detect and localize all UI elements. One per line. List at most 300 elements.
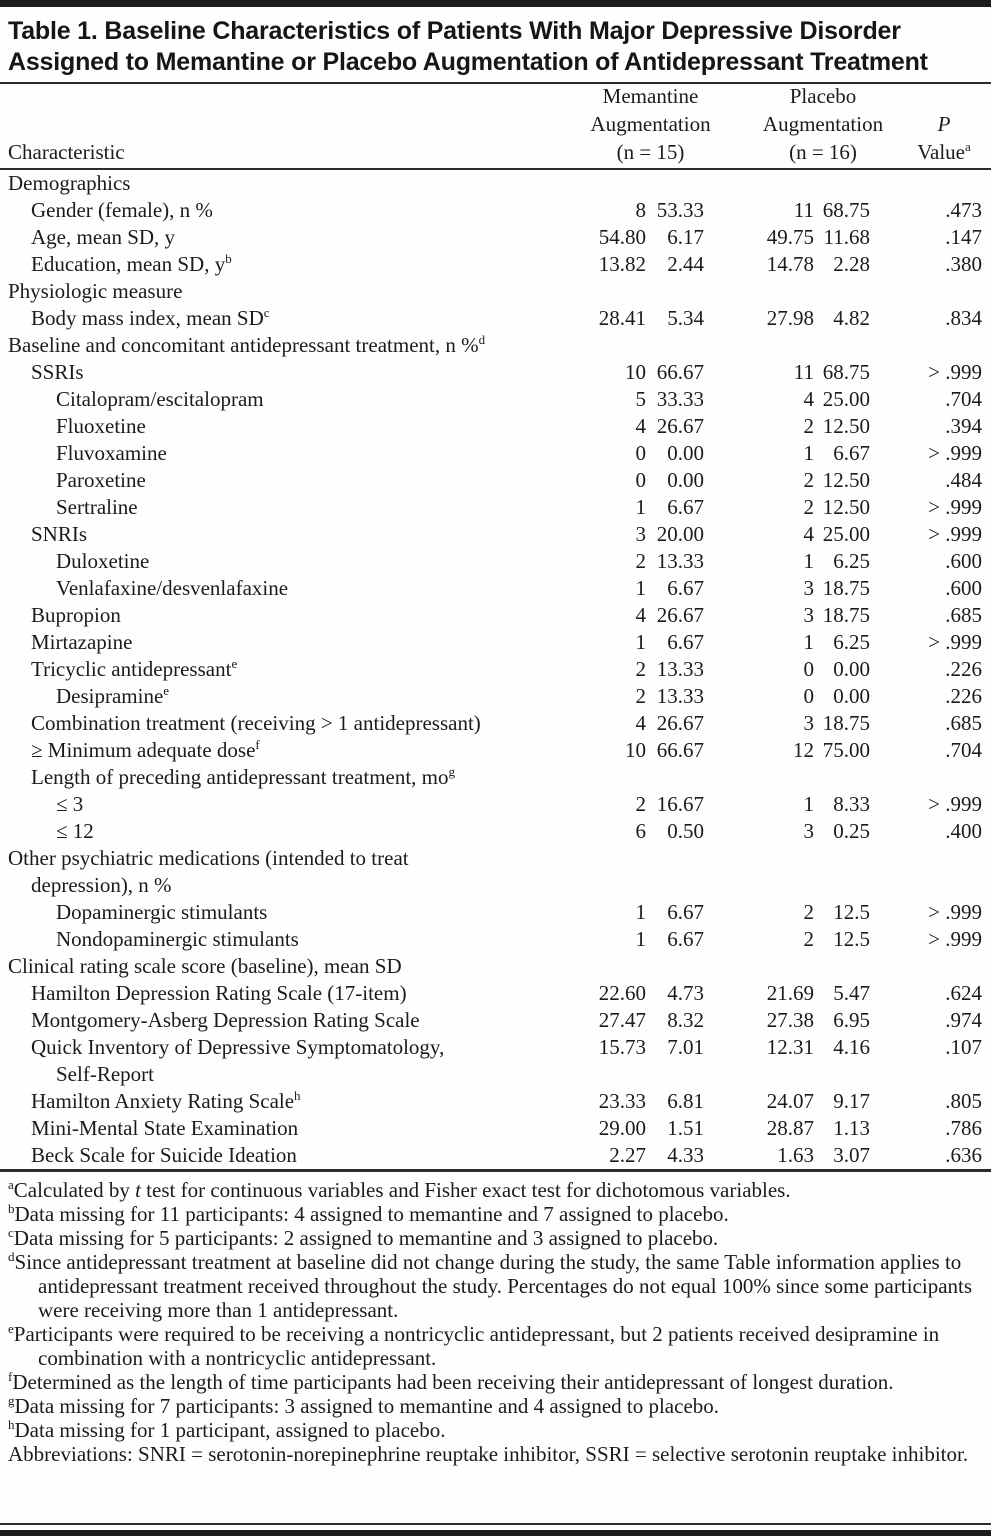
- value-cell: 26.67: [656, 711, 704, 735]
- value-cell: 20.00: [656, 522, 704, 546]
- value-cell: 6.67: [833, 441, 870, 465]
- value-cell: 18.75: [822, 603, 870, 627]
- table-row: [0, 494, 991, 521]
- value-cell: 3: [803, 576, 814, 600]
- header-line: (n = 16): [789, 140, 857, 164]
- value-cell: 2: [635, 792, 646, 816]
- value-cell: 27.98: [766, 306, 814, 330]
- footnote-marker: a: [965, 139, 971, 154]
- value-cell: 12: [793, 738, 814, 762]
- value-cell: 1: [803, 792, 814, 816]
- value-cell: 6.81: [667, 1089, 704, 1113]
- characteristic-cell: [0, 683, 558, 710]
- italic-text: t: [135, 1178, 141, 1202]
- value-cell: [870, 278, 991, 305]
- value-cell: 0: [803, 657, 814, 681]
- table-row: [0, 440, 991, 467]
- row-label: ≤ 3: [56, 792, 84, 816]
- table-row: [0, 575, 991, 602]
- characteristic-cell: [0, 602, 558, 629]
- value-cell: [814, 332, 870, 359]
- row-label: Hamilton Anxiety Rating Scale$^h$: [31, 1088, 301, 1113]
- title-line-2: Assigned to Memantine or Placebo Augmentation of Antidepressant Treatment: [8, 48, 928, 76]
- value-cell: 21.69: [766, 981, 814, 1005]
- footnote-marker: f: [255, 737, 260, 752]
- value-cell: .704: [945, 738, 982, 762]
- value-cell: 6.67: [667, 900, 704, 924]
- value-cell: .400: [945, 819, 982, 843]
- footnote: $^e$Participants were required to be receiving a nontricyclic antidepressant, but 2 patients received desipramine in combination with a nontricyclic antidepressant.: [8, 1321, 940, 1370]
- characteristic-cell: [0, 359, 558, 386]
- value-cell: 4: [635, 414, 646, 438]
- value-cell: 26.67: [656, 414, 704, 438]
- table-row: [0, 170, 991, 197]
- value-cell: .600: [945, 549, 982, 573]
- table-row: [0, 1142, 991, 1169]
- table-row: [0, 629, 991, 656]
- characteristic-cell: [0, 1142, 558, 1169]
- value-cell: 0.00: [833, 657, 870, 681]
- value-cell: 54.80: [598, 225, 646, 249]
- footnote-marker: a: [8, 1177, 14, 1192]
- value-cell: [646, 332, 704, 359]
- table-row: [0, 818, 991, 845]
- value-cell: 1: [635, 630, 646, 654]
- footnote-marker: f: [8, 1369, 13, 1384]
- table-row: [0, 548, 991, 575]
- table-row: [0, 980, 991, 1007]
- value-cell: 6.25: [833, 549, 870, 573]
- value-cell: 2.27: [609, 1143, 646, 1167]
- table-row: [0, 251, 991, 278]
- table-row: [0, 845, 991, 899]
- characteristic-cell: [0, 764, 558, 791]
- header-line: (n = 15): [616, 140, 685, 164]
- value-cell: 18.75: [822, 711, 870, 735]
- value-cell: 13.33: [656, 684, 704, 708]
- row-label: Beck Scale for Suicide Ideation: [31, 1143, 297, 1167]
- value-cell: 2: [803, 927, 814, 951]
- value-cell: .704: [945, 387, 982, 411]
- value-cell: 3: [803, 711, 814, 735]
- col-header-characteristic: Characteristic: [8, 140, 125, 164]
- value-cell: 22.60: [598, 981, 646, 1005]
- value-cell: 3: [803, 819, 814, 843]
- value-cell: 33.33: [656, 387, 704, 411]
- col-header-memantine: [563, 82, 738, 166]
- row-label-wrap: Self-Report: [56, 1062, 154, 1086]
- baseline-characteristics-table: [0, 170, 991, 1169]
- value-cell: 11: [793, 360, 814, 384]
- header-line: Augmentation: [590, 112, 711, 136]
- characteristic-cell: [0, 386, 558, 413]
- footnote-marker: g: [448, 764, 456, 779]
- row-label: Gender (female), n %: [31, 198, 213, 222]
- value-cell: 6: [635, 819, 646, 843]
- value-cell: [646, 764, 704, 791]
- footnote: Abbreviations: SNRI = serotonin-norepinephrine reuptake inhibitor, SSRI = selective serotonin reuptake inhibitor.: [8, 1442, 969, 1466]
- value-cell: [558, 278, 646, 305]
- row-label: Physiologic measure: [8, 279, 183, 303]
- characteristic-cell: [0, 818, 558, 845]
- characteristic-cell: [0, 1007, 558, 1034]
- row-label: Age, mean SD, y: [31, 225, 176, 249]
- value-cell: [558, 332, 646, 359]
- characteristic-cell: [0, 1034, 558, 1088]
- value-cell: .226: [945, 684, 982, 708]
- row-label: Mirtazapine: [31, 630, 133, 654]
- value-cell: 10: [625, 360, 646, 384]
- table-body: [0, 170, 991, 1169]
- row-label: Quick Inventory of Depressive Symptomatology,: [31, 1035, 445, 1059]
- characteristic-cell: [0, 1088, 558, 1115]
- value-cell: [870, 170, 991, 197]
- value-cell: [558, 764, 646, 791]
- value-cell: 9.17: [833, 1089, 870, 1113]
- value-cell: 13.82: [598, 252, 646, 276]
- value-cell: 12.5: [833, 927, 870, 951]
- value-cell: 15.73: [598, 1035, 646, 1059]
- table-row: [0, 710, 991, 737]
- value-cell: 11.68: [823, 225, 870, 249]
- footnote-marker: c: [8, 1225, 14, 1240]
- value-cell: [646, 278, 704, 305]
- row-label: Paroxetine: [56, 468, 146, 492]
- table-row: [0, 683, 991, 710]
- value-cell: [814, 170, 870, 197]
- footnote-marker: g: [8, 1393, 15, 1408]
- value-cell: .226: [945, 657, 982, 681]
- title-line-1: Table 1. Baseline Characteristics of Patients With Major Depressive Disorder: [8, 17, 901, 45]
- footnote: $^a$Calculated by t test for continuous variables and Fisher exact test for dichotomous variables.: [8, 1177, 791, 1202]
- characteristic-cell: [0, 413, 558, 440]
- row-label: SSRIs: [31, 360, 84, 384]
- characteristic-cell: [0, 845, 558, 899]
- row-label: Other psychiatric medications (intended to treat: [8, 846, 409, 870]
- value-cell: > .999: [928, 792, 982, 816]
- value-cell: 4.16: [833, 1035, 870, 1059]
- table-row: [0, 521, 991, 548]
- value-cell: [558, 845, 646, 899]
- characteristic-cell: [0, 575, 558, 602]
- value-cell: .974: [945, 1008, 982, 1032]
- value-cell: 7.01: [667, 1035, 704, 1059]
- characteristic-cell: [0, 251, 558, 278]
- row-label: Hamilton Depression Rating Scale (17-item): [31, 981, 407, 1005]
- row-label: Venlafaxine/desvenlafaxine: [56, 576, 289, 600]
- value-cell: 18.75: [822, 576, 870, 600]
- table-title: [0, 7, 991, 82]
- footnotes: [0, 1172, 991, 1466]
- value-cell: 6.25: [833, 630, 870, 654]
- table-row: [0, 467, 991, 494]
- footnote-marker: b: [225, 251, 232, 266]
- value-cell: 0.50: [667, 819, 704, 843]
- value-cell: 0.00: [833, 684, 870, 708]
- value-cell: 4.33: [667, 1143, 704, 1167]
- value-cell: 4: [635, 603, 646, 627]
- value-cell: 1: [635, 576, 646, 600]
- row-label-wrap: depression), n %: [31, 873, 172, 897]
- table-row: [0, 224, 991, 251]
- table-row: [0, 1034, 991, 1088]
- value-cell: 66.67: [656, 738, 704, 762]
- value-cell: 10: [625, 738, 646, 762]
- bottom-border-bar: [0, 1530, 991, 1536]
- value-cell: 27.38: [766, 1008, 814, 1032]
- header-line: Value$^a$: [917, 139, 971, 164]
- table-row: [0, 1007, 991, 1034]
- value-cell: 6.95: [833, 1008, 870, 1032]
- row-label: SNRIs: [31, 522, 88, 546]
- characteristic-cell: [0, 224, 558, 251]
- value-cell: 24.07: [766, 1089, 814, 1113]
- table-row: [0, 278, 991, 305]
- value-cell: > .999: [928, 441, 982, 465]
- value-cell: 6.67: [667, 495, 704, 519]
- value-cell: 6.67: [667, 927, 704, 951]
- footnote-marker: h: [8, 1417, 15, 1432]
- value-cell: 53.33: [656, 198, 704, 222]
- table-header: [0, 84, 991, 168]
- value-cell: 1: [803, 630, 814, 654]
- characteristic-cell: [0, 629, 558, 656]
- value-cell: [814, 764, 870, 791]
- value-cell: 75.00: [822, 738, 870, 762]
- characteristic-cell: [0, 440, 558, 467]
- table-row: [0, 926, 991, 953]
- value-cell: .380: [945, 252, 982, 276]
- value-cell: 13.33: [656, 549, 704, 573]
- value-cell: 29.00: [598, 1116, 646, 1140]
- value-cell: .147: [945, 225, 982, 249]
- value-cell: 2: [803, 468, 814, 492]
- value-cell: 8: [635, 198, 646, 222]
- value-cell: [646, 170, 704, 197]
- row-label: Desipramine$^e$: [56, 683, 170, 708]
- row-label: Body mass index, mean $SD^c$: [31, 305, 270, 330]
- value-cell: 4: [803, 387, 814, 411]
- value-cell: > .999: [928, 927, 982, 951]
- value-cell: 6.67: [667, 630, 704, 654]
- value-cell: .624: [945, 981, 982, 1005]
- row-label: Fluoxetine: [56, 414, 146, 438]
- value-cell: 12.5: [833, 900, 870, 924]
- value-cell: 12.50: [822, 414, 870, 438]
- value-cell: .600: [945, 576, 982, 600]
- value-cell: .685: [945, 711, 982, 735]
- table-row: [0, 413, 991, 440]
- table-row: [0, 737, 991, 764]
- value-cell: 2: [803, 495, 814, 519]
- value-cell: 28.41: [598, 306, 646, 330]
- row-label: ≤ 12: [56, 819, 94, 843]
- value-cell: 1: [635, 495, 646, 519]
- value-cell: 14.78: [766, 252, 814, 276]
- value-cell: 0.25: [833, 819, 870, 843]
- value-cell: .685: [945, 603, 982, 627]
- value-cell: 6.67: [667, 576, 704, 600]
- row-label: Tricyclic antidepressant$^e$: [31, 656, 238, 681]
- characteristic-cell: [0, 953, 558, 980]
- col-header-placebo: [733, 82, 913, 166]
- value-cell: 13.33: [656, 657, 704, 681]
- footnote: $^c$Data missing for 5 participants: 2 assigned to memantine and 3 assigned to placebo.: [8, 1225, 719, 1250]
- footnote: $^b$Data missing for 11 participants: 4 assigned to memantine and 7 assigned to placebo.: [8, 1201, 729, 1226]
- value-cell: [558, 953, 646, 980]
- value-cell: .834: [945, 306, 982, 330]
- row-label: Baseline and concomitant antidepressant treatment, n %$^d$: [8, 332, 486, 357]
- value-cell: [870, 764, 991, 791]
- row-label: Fluvoxamine: [56, 441, 167, 465]
- value-cell: > .999: [928, 495, 982, 519]
- value-cell: 12.50: [822, 495, 870, 519]
- value-cell: [814, 845, 870, 899]
- value-cell: 5.47: [833, 981, 870, 1005]
- header-line: P: [937, 112, 951, 136]
- row-label: Nondopaminergic stimulants: [56, 927, 299, 951]
- value-cell: .394: [945, 414, 982, 438]
- value-cell: > .999: [928, 900, 982, 924]
- footnote: $^f$Determined as the length of time participants had been receiving their antidepressant of longest duration.: [8, 1369, 894, 1394]
- characteristic-cell: [0, 899, 558, 926]
- value-cell: 25.00: [822, 387, 870, 411]
- value-cell: 2.44: [667, 252, 704, 276]
- header-line: Placebo: [789, 84, 857, 108]
- value-cell: 1: [803, 441, 814, 465]
- value-cell: 4: [803, 522, 814, 546]
- row-label: Bupropion: [31, 603, 121, 627]
- value-cell: 0: [635, 468, 646, 492]
- table-row: [0, 305, 991, 332]
- value-cell: 0.00: [667, 468, 704, 492]
- characteristic-cell: [0, 791, 558, 818]
- value-cell: 1: [635, 927, 646, 951]
- value-cell: 2: [635, 549, 646, 573]
- table-row: [0, 791, 991, 818]
- value-cell: 26.67: [656, 603, 704, 627]
- value-cell: 16.67: [656, 792, 704, 816]
- row-label: Montgomery-Asberg Depression Rating Scale: [31, 1008, 420, 1032]
- value-cell: 2: [635, 684, 646, 708]
- value-cell: .484: [945, 468, 982, 492]
- characteristic-cell: [0, 467, 558, 494]
- value-cell: 4: [635, 711, 646, 735]
- header-line: Augmentation: [762, 112, 884, 136]
- row-label: Combination treatment (receiving > 1 antidepressant): [31, 711, 481, 735]
- characteristic-cell: [0, 656, 558, 683]
- table-row: [0, 386, 991, 413]
- table-row: [0, 1115, 991, 1142]
- characteristic-cell: [0, 305, 558, 332]
- table-row: [0, 602, 991, 629]
- value-cell: 3: [635, 522, 646, 546]
- value-cell: 3.07: [833, 1143, 870, 1167]
- value-cell: 28.87: [766, 1116, 814, 1140]
- footnote-marker: e: [231, 656, 238, 671]
- value-cell: 2: [803, 900, 814, 924]
- value-cell: 3: [803, 603, 814, 627]
- value-cell: 5: [635, 387, 646, 411]
- table-row: [0, 197, 991, 224]
- footnote-marker: c: [263, 305, 270, 320]
- value-cell: 12.31: [766, 1035, 814, 1059]
- row-label: Education, mean SD, $y^b$: [31, 251, 232, 276]
- value-cell: 0.00: [667, 441, 704, 465]
- value-cell: 25.00: [822, 522, 870, 546]
- value-cell: 2: [635, 657, 646, 681]
- row-label: Dopaminergic stimulants: [56, 900, 268, 924]
- table-row: [0, 656, 991, 683]
- value-cell: 8.32: [667, 1008, 704, 1032]
- row-label: Demographics: [8, 171, 131, 195]
- characteristic-cell: [0, 737, 558, 764]
- footnote: $^d$Since antidepressant treatment at baseline did not change during the study, the same Table information applies to antidepressant treatment received throughout the study. Percentages do not equal 100% since some participants were receiving more than 1 antidepressant.: [8, 1249, 973, 1322]
- value-cell: [704, 845, 814, 899]
- characteristic-cell: [0, 710, 558, 737]
- col-header-p-value: [899, 110, 989, 166]
- value-cell: 12.50: [822, 468, 870, 492]
- characteristic-cell: [0, 548, 558, 575]
- value-cell: .636: [945, 1143, 982, 1167]
- value-cell: > .999: [928, 360, 982, 384]
- footnote-marker: b: [8, 1201, 15, 1216]
- value-cell: 4.82: [833, 306, 870, 330]
- rule-bottom-thin: [0, 1523, 991, 1525]
- characteristic-cell: [0, 170, 558, 197]
- value-cell: 23.33: [598, 1089, 646, 1113]
- table-row: [0, 1088, 991, 1115]
- top-border-bar: [0, 0, 991, 7]
- value-cell: .107: [945, 1035, 982, 1059]
- value-cell: [814, 953, 870, 980]
- value-cell: [558, 170, 646, 197]
- characteristic-cell: [0, 521, 558, 548]
- value-cell: 2.28: [833, 252, 870, 276]
- value-cell: [646, 953, 704, 980]
- row-label: Sertraline: [56, 495, 138, 519]
- value-cell: [704, 332, 814, 359]
- footnote-marker: d: [478, 332, 486, 347]
- row-label: Mini-Mental State Examination: [31, 1116, 299, 1140]
- value-cell: 1.13: [833, 1116, 870, 1140]
- table-row: [0, 764, 991, 791]
- value-cell: 2: [803, 414, 814, 438]
- table-row: [0, 332, 991, 359]
- table-row: [0, 899, 991, 926]
- characteristic-cell: [0, 494, 558, 521]
- characteristic-cell: [0, 278, 558, 305]
- table-row: [0, 953, 991, 980]
- header-line: Memantine: [602, 84, 699, 108]
- value-cell: 1: [635, 900, 646, 924]
- value-cell: [870, 845, 991, 899]
- value-cell: [704, 170, 814, 197]
- value-cell: > .999: [928, 522, 982, 546]
- footnote-marker: e: [163, 683, 170, 698]
- value-cell: 0: [803, 684, 814, 708]
- value-cell: .473: [945, 198, 982, 222]
- characteristic-cell: [0, 1115, 558, 1142]
- value-cell: 8.33: [833, 792, 870, 816]
- value-cell: 4.73: [667, 981, 704, 1005]
- footnote: $^g$Data missing for 7 participants: 3 assigned to memantine and 4 assigned to placebo.: [8, 1393, 720, 1418]
- value-cell: 0: [635, 441, 646, 465]
- footnote-marker: e: [8, 1321, 14, 1336]
- value-cell: 66.67: [656, 360, 704, 384]
- value-cell: .805: [945, 1089, 982, 1113]
- characteristic-cell: [0, 332, 558, 359]
